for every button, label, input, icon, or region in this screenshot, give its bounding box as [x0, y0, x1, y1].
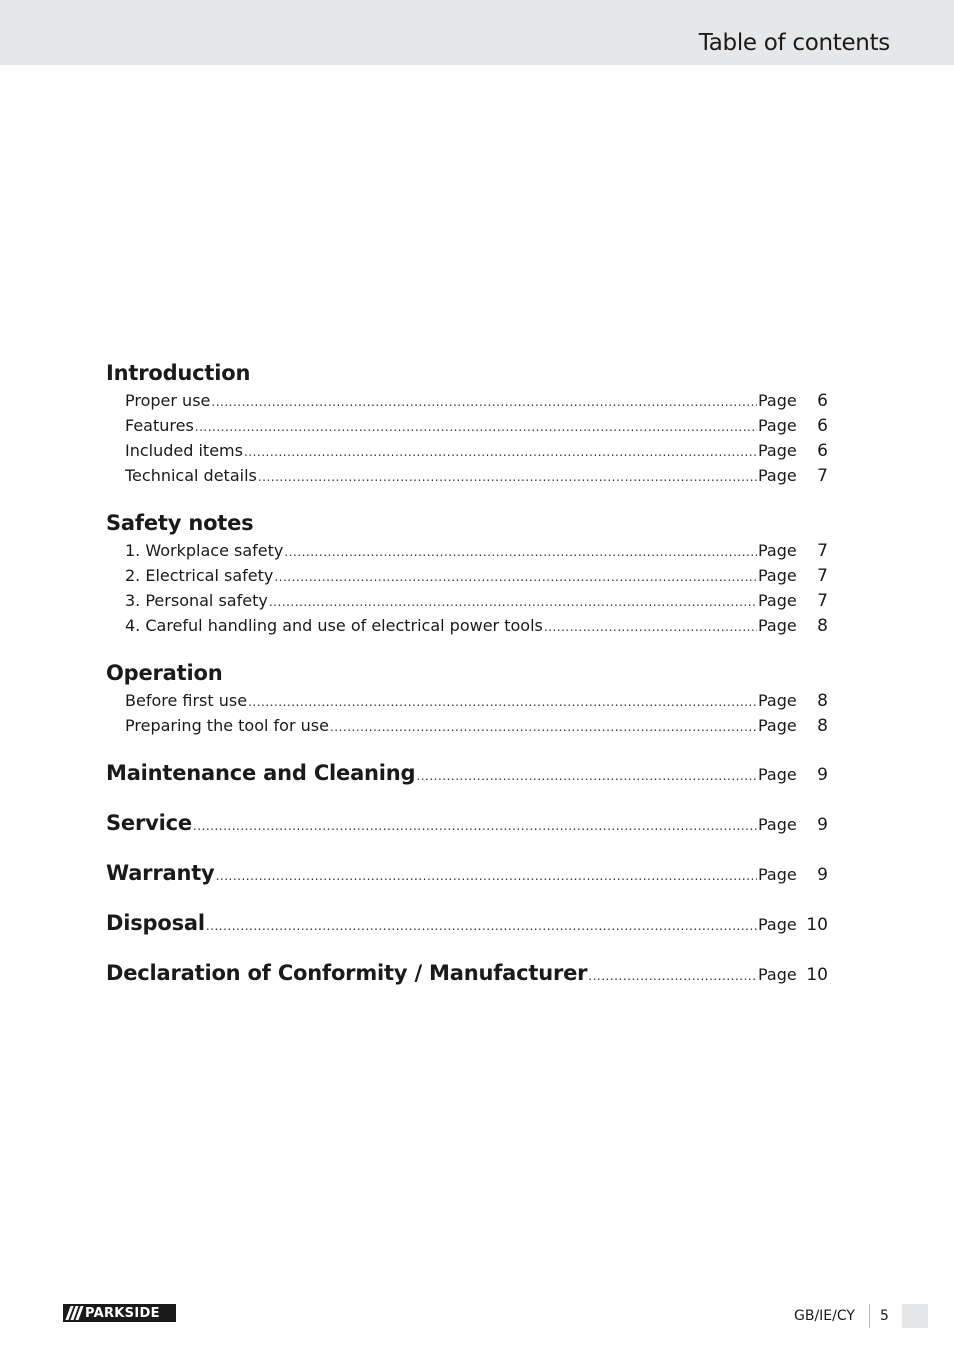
- toc-main-entry-service[interactable]: [106, 811, 828, 839]
- toc-entry[interactable]: [125, 441, 828, 463]
- page-word: Page: [758, 441, 797, 460]
- page-number: 6: [817, 441, 828, 461]
- leader-dots: [416, 769, 757, 783]
- leader-dots: [269, 595, 757, 609]
- page-word: Page: [758, 466, 797, 485]
- page-title: Table of contents: [698, 30, 890, 56]
- toc-entry[interactable]: [125, 541, 828, 563]
- toc-entry[interactable]: [125, 691, 828, 713]
- toc-main-entry-label: Warranty: [106, 861, 215, 885]
- leader-dots: [193, 819, 757, 833]
- page-number: 8: [817, 691, 828, 711]
- section-title-operation: Operation: [106, 661, 223, 685]
- parkside-logo: [63, 1304, 176, 1322]
- page-number: 9: [817, 765, 828, 785]
- leader-dots: [258, 470, 757, 484]
- toc-main-entry-label: Service: [106, 811, 192, 835]
- logo-stripes-icon: [63, 1304, 85, 1322]
- page-word: Page: [758, 765, 797, 784]
- page-number: 7: [817, 591, 828, 611]
- leader-dots: [330, 720, 757, 734]
- toc-entry-label: Technical details: [125, 466, 257, 485]
- leader-dots: [216, 869, 757, 883]
- page-word: Page: [758, 566, 797, 585]
- toc-entry-label: Preparing the tool for use: [125, 716, 329, 735]
- leader-dots: [211, 395, 757, 409]
- leader-dots: [544, 620, 757, 634]
- page-number: 8: [817, 616, 828, 636]
- footer-page-number: 5: [880, 1308, 889, 1324]
- toc-main-entry-maintenance[interactable]: [106, 761, 828, 789]
- header-band: [0, 0, 954, 65]
- toc-entry-label: Before first use: [125, 691, 248, 710]
- page-word: Page: [758, 616, 797, 635]
- toc-entry[interactable]: [125, 716, 828, 738]
- toc-main-entry-declaration[interactable]: [106, 961, 828, 989]
- page-word: Page: [758, 591, 797, 610]
- toc-main-entry-label: Declaration of Conformity / Manufacturer: [106, 961, 588, 985]
- section-title-safety-notes: Safety notes: [106, 511, 254, 535]
- page-number: 7: [817, 466, 828, 486]
- page-word: Page: [758, 865, 797, 884]
- page-number: 9: [817, 815, 828, 835]
- leader-dots: [206, 919, 757, 933]
- leader-dots: [274, 570, 757, 584]
- page-word: Page: [758, 815, 797, 834]
- toc-main-entry-warranty[interactable]: [106, 861, 828, 889]
- leader-dots: [248, 695, 757, 709]
- toc-entry[interactable]: [125, 416, 828, 438]
- page-number: 6: [817, 416, 828, 436]
- brand-name: PARKSIDE: [85, 1305, 160, 1321]
- toc-entry-label: Proper use: [125, 391, 211, 410]
- toc-entry-label: 2. Electrical safety: [125, 566, 274, 585]
- toc-entry[interactable]: [125, 591, 828, 613]
- toc-main-entry-label: Maintenance and Cleaning: [106, 761, 416, 785]
- toc-entry-label: 1. Workplace safety: [125, 541, 284, 560]
- toc-entry[interactable]: [125, 566, 828, 588]
- footer-tab-marker: [902, 1304, 928, 1328]
- toc-main-entry-label: Disposal: [106, 911, 205, 935]
- toc-main-entry-disposal[interactable]: [106, 911, 828, 939]
- leader-dots: [284, 545, 757, 559]
- page-word: Page: [758, 541, 797, 560]
- language-codes: GB/IE/CY: [794, 1308, 855, 1324]
- leader-dots: [195, 420, 757, 434]
- page-number: 6: [817, 391, 828, 411]
- page-number: 10: [806, 915, 828, 935]
- page-number: 9: [817, 865, 828, 885]
- toc-entry[interactable]: [125, 391, 828, 413]
- section-title-introduction: Introduction: [106, 361, 251, 385]
- footer-divider: [869, 1304, 870, 1328]
- toc-entry-label: Features: [125, 416, 194, 435]
- page-word: Page: [758, 416, 797, 435]
- toc-entry[interactable]: [125, 466, 828, 488]
- page-word: Page: [758, 965, 797, 984]
- page-word: Page: [758, 915, 797, 934]
- toc-entry-label: Included items: [125, 441, 243, 460]
- toc-entry[interactable]: [125, 616, 828, 638]
- toc-entry-label: 4. Careful handling and use of electrical power tools: [125, 616, 543, 635]
- page-word: Page: [758, 716, 797, 735]
- page-number: 7: [817, 566, 828, 586]
- page-number: 8: [817, 716, 828, 736]
- page-number: 10: [806, 965, 828, 985]
- page-word: Page: [758, 391, 797, 410]
- leader-dots: [244, 445, 757, 459]
- page-word: Page: [758, 691, 797, 710]
- toc-entry-label: 3. Personal safety: [125, 591, 268, 610]
- leader-dots: [588, 969, 757, 983]
- page-number: 7: [817, 541, 828, 561]
